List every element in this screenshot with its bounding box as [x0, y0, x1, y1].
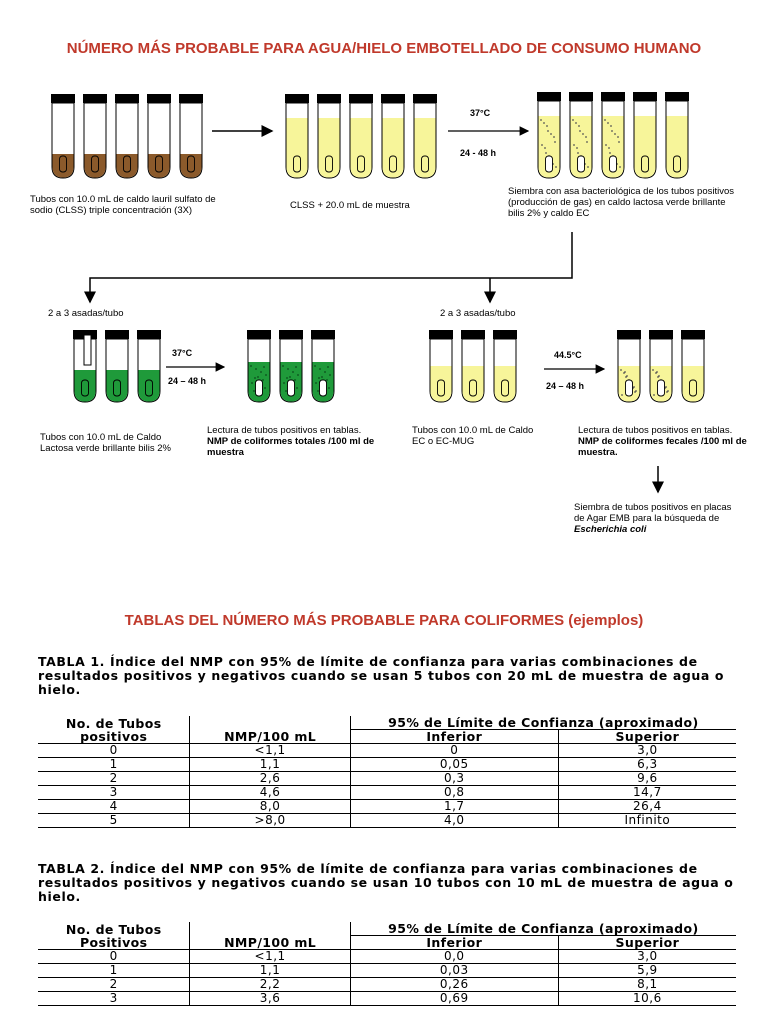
table-cell: 3,6: [190, 992, 350, 1006]
total-coliforms-caption: [207, 425, 377, 458]
table-cell: 2: [38, 978, 190, 992]
table-row: [38, 964, 736, 978]
table2: [38, 922, 736, 1006]
table-row: [38, 814, 736, 828]
total-coliforms-bold: NMP de coliformes totales /100 ml de muestra: [207, 436, 375, 458]
table1-col-tubes: No. de Tubos positivos: [38, 716, 190, 744]
total-coliforms-plain: Lectura de tubos positivos en tablas.: [207, 425, 362, 436]
test-tube: [461, 330, 485, 402]
table-row: [38, 950, 736, 964]
table-cell: 14,7: [558, 786, 736, 800]
table-row: [38, 992, 736, 1006]
table-cell: 3: [38, 786, 190, 800]
test-tube: [311, 330, 335, 402]
test-tube: [429, 330, 453, 402]
step1-caption: Tubos con 10.0 mL de caldo lauril sulfato de sodio (CLSS) triple concentración (3X): [30, 194, 216, 216]
test-tube: [633, 92, 657, 178]
table-cell: 10,6: [558, 992, 736, 1006]
table2-col-nmp: NMP/100 mL: [190, 922, 350, 950]
step3-caption: Siembra con asa bacteriológica de los tubos positivos (producción de gas) en caldo lactosa verde brillante bilis 2% y caldo EC: [508, 186, 735, 219]
test-tube: [317, 94, 341, 178]
test-tube: [413, 94, 437, 178]
test-tube: [601, 92, 625, 178]
incubation-2-time: 24 – 48 h: [168, 376, 207, 386]
table1-col-confidence: 95% de Límite de Confianza (aproximado): [350, 716, 736, 730]
test-tube: [105, 330, 129, 402]
table-row: [38, 758, 736, 772]
table-cell: 1,1: [190, 758, 350, 772]
table-cell: 2,6: [190, 772, 350, 786]
table-cell: 9,6: [558, 772, 736, 786]
table1-title: TABLA 1. Índice del NMP con 95% de límite de confianza para varias combinaciones de resultados positivos y negativos cuando se usan 5 tubos con 20 mL de muestra de agua o hielo.: [38, 654, 725, 697]
test-tube: [285, 94, 309, 178]
test-tube: [83, 94, 107, 178]
table-cell: 0,0: [350, 950, 558, 964]
step2-caption: CLSS + 20.0 mL de muestra: [290, 200, 410, 211]
test-tube: [617, 330, 641, 402]
incubation-2-temp: 37°C: [172, 348, 193, 358]
table2-col-lower: Inferior: [350, 936, 558, 950]
table-cell: <1,1: [190, 950, 350, 964]
test-tube: [681, 330, 705, 402]
table-cell: 0,3: [350, 772, 558, 786]
table-cell: 6,3: [558, 758, 736, 772]
table-row: [38, 772, 736, 786]
table-cell: Infinito: [558, 814, 736, 828]
table-cell: 2,2: [190, 978, 350, 992]
table-cell: 0,26: [350, 978, 558, 992]
table-cell: <1,1: [190, 744, 350, 758]
test-tube: [147, 94, 171, 178]
table-cell: 1: [38, 758, 190, 772]
incubation-3-temp: 44.5°C: [554, 350, 582, 360]
table-cell: 4,6: [190, 786, 350, 800]
test-tube: [349, 94, 373, 178]
table1-col-lower: Inferior: [350, 730, 558, 744]
table-cell: 8,0: [190, 800, 350, 814]
table-cell: 0,05: [350, 758, 558, 772]
green-tubes-caption: Tubos con 10.0 mL de Caldo Lactosa verde brillante bilis 2%: [40, 432, 171, 454]
table-row: [38, 786, 736, 800]
table2-col-tubes: No. de Tubos Positivos: [38, 922, 190, 950]
test-tube: [569, 92, 593, 178]
test-tube: [115, 94, 139, 178]
table-cell: 4,0: [350, 814, 558, 828]
incubation-1-temp: 37°C: [470, 108, 491, 118]
test-tube: [179, 94, 203, 178]
emb-bold: Escherichia coli: [574, 524, 647, 535]
table-cell: 5: [38, 814, 190, 828]
main-title: NÚMERO MÁS PROBABLE PARA AGUA/HIELO EMBOTELLADO DE CONSUMO HUMANO: [66, 40, 702, 57]
table-cell: 26,4: [558, 800, 736, 814]
table-cell: 0,03: [350, 964, 558, 978]
branch-connector: [90, 232, 572, 302]
tables-title: TABLAS DEL NÚMERO MÁS PROBABLE PARA COLIFORMES (ejemplos): [124, 612, 644, 629]
table-cell: 3: [38, 992, 190, 1006]
table-cell: 0,8: [350, 786, 558, 800]
table-row: [38, 978, 736, 992]
test-tube: [665, 92, 689, 178]
table2-title: TABLA 2. Índice del NMP con 95% de límite de confianza para varias combinaciones de resultados positivos y negativos cuando se usan 10 tubos con 10 mL de muestra de agua o hielo.: [38, 861, 734, 904]
left-branch-label: 2 a 3 asadas/tubo: [48, 308, 124, 319]
fecal-coliforms-caption: [578, 425, 748, 458]
ec-tubes-caption: Tubos con 10.0 mL de Caldo EC o EC-MUG: [412, 425, 534, 447]
test-tube: [247, 330, 271, 402]
table1-col-nmp: NMP/100 mL: [190, 716, 350, 744]
table1-col-upper: Superior: [558, 730, 736, 744]
fecal-coliforms-plain: Lectura de tubos positivos en tablas.: [578, 425, 733, 436]
right-branch-label: 2 a 3 asadas/tubo: [440, 308, 516, 319]
table-cell: 4: [38, 800, 190, 814]
test-tube: [649, 330, 673, 402]
table1: [38, 716, 736, 828]
table-cell: 8,1: [558, 978, 736, 992]
table-cell: 0: [38, 744, 190, 758]
table-cell: 0: [350, 744, 558, 758]
emb-caption: [574, 502, 744, 546]
table-cell: 3,0: [558, 950, 736, 964]
table-cell: 1,1: [190, 964, 350, 978]
incubation-1-time: 24 - 48 h: [460, 148, 497, 158]
table-cell: >8,0: [190, 814, 350, 828]
table2-col-upper: Superior: [558, 936, 736, 950]
test-tube: [381, 94, 405, 178]
table-row: [38, 744, 736, 758]
table-cell: 3,0: [558, 744, 736, 758]
fecal-coliforms-bold: NMP de coliformes fecales /100 ml de muestra.: [578, 436, 747, 458]
table-cell: 1: [38, 964, 190, 978]
table-row: [38, 800, 736, 814]
inoculation-loop: [84, 335, 91, 365]
test-tube: [493, 330, 517, 402]
test-tube: [537, 92, 561, 178]
incubation-3-time: 24 – 48 h: [546, 381, 585, 391]
table-cell: 2: [38, 772, 190, 786]
emb-plain: Siembra de tubos positivos en placas de Agar EMB para la búsqueda de: [574, 502, 732, 524]
table-cell: 0: [38, 950, 190, 964]
test-tube: [279, 330, 303, 402]
test-tube: [137, 330, 161, 402]
table-cell: 1,7: [350, 800, 558, 814]
test-tube: [51, 94, 75, 178]
table2-col-confidence: 95% de Límite de Confianza (aproximado): [350, 922, 736, 936]
table-cell: 0,69: [350, 992, 558, 1006]
table-cell: 5,9: [558, 964, 736, 978]
